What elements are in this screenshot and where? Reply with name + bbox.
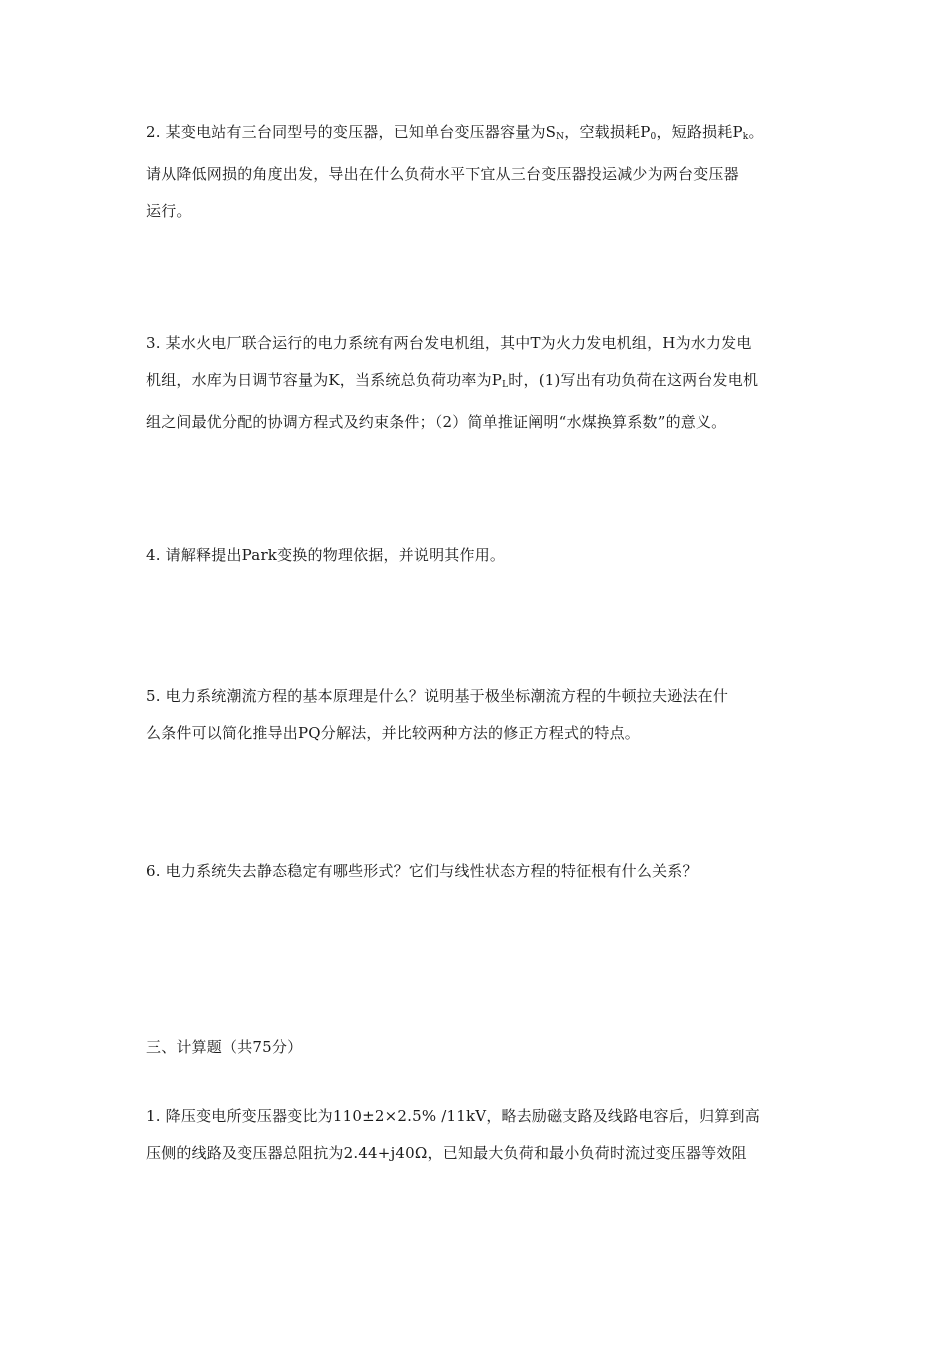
calc-question-1-line-2: 压侧的线路及变压器总阻抗为2.44+j40Ω，已知最大负荷和最小负荷时流过变压器等效阻 bbox=[146, 1144, 747, 1162]
question-4-line-1: 4. 请解释提出Park变换的物理依据，并说明其作用。 bbox=[146, 546, 506, 564]
question-3-line-1: 3. 某水火电厂联合运行的电力系统有两台发电机组，其中T为火力发电机组，H为水力发电 bbox=[146, 334, 752, 352]
question-5 bbox=[146, 678, 818, 752]
question-5-line-1: 5. 电力系统潮流方程的基本原理是什么？说明基于极坐标潮流方程的牛顿拉夫逊法在什 bbox=[146, 687, 729, 705]
calc-question-1 bbox=[146, 1098, 818, 1172]
question-2 bbox=[146, 114, 818, 230]
question-4 bbox=[146, 537, 818, 574]
question-6 bbox=[146, 853, 818, 890]
question-2-line-1: 2. 某变电站有三台同型号的变压器，已知单台变压器容量为$S_N$，空载损耗$P_0$，短路损耗$P_k$。 bbox=[146, 123, 764, 142]
question-3 bbox=[146, 325, 818, 441]
question-3-line-2: 机组，水库为日调节容量为K，当系统总负荷功率为$P_L$时，(1)写出有功负荷在这两台发电机 bbox=[146, 371, 759, 390]
subscript-k: k bbox=[742, 132, 749, 142]
question-3-line-3: 组之间最优分配的协调方程式及约束条件；（2）简单推证阐明“水煤换算系数”的意义。 bbox=[146, 413, 727, 431]
subscript-n: N bbox=[556, 132, 565, 142]
subscript-0: 0 bbox=[650, 132, 657, 142]
question-6-line-1: 6. 电力系统失去静态稳定有哪些形式？它们与线性状态方程的特征根有什么关系？ bbox=[146, 862, 698, 880]
question-2-line-2: 请从降低网损的角度出发，导出在什么负荷水平下宜从三台变压器投运减少为两台变压器 bbox=[146, 165, 739, 183]
question-5-line-2: 么条件可以简化推导出PQ分解法，并比较两种方法的修正方程式的特点。 bbox=[146, 724, 640, 742]
section-3-heading bbox=[146, 1029, 818, 1066]
calc-question-1-line-1: 1. 降压变电所变压器变比为110±2×2.5% /11kV，略去励磁支路及线路电容后，归算到高 bbox=[146, 1107, 760, 1125]
section-heading: 三、计算题（共75分） bbox=[146, 1038, 303, 1056]
subscript-l: L bbox=[502, 380, 509, 390]
question-2-line-3: 运行。 bbox=[146, 202, 192, 220]
